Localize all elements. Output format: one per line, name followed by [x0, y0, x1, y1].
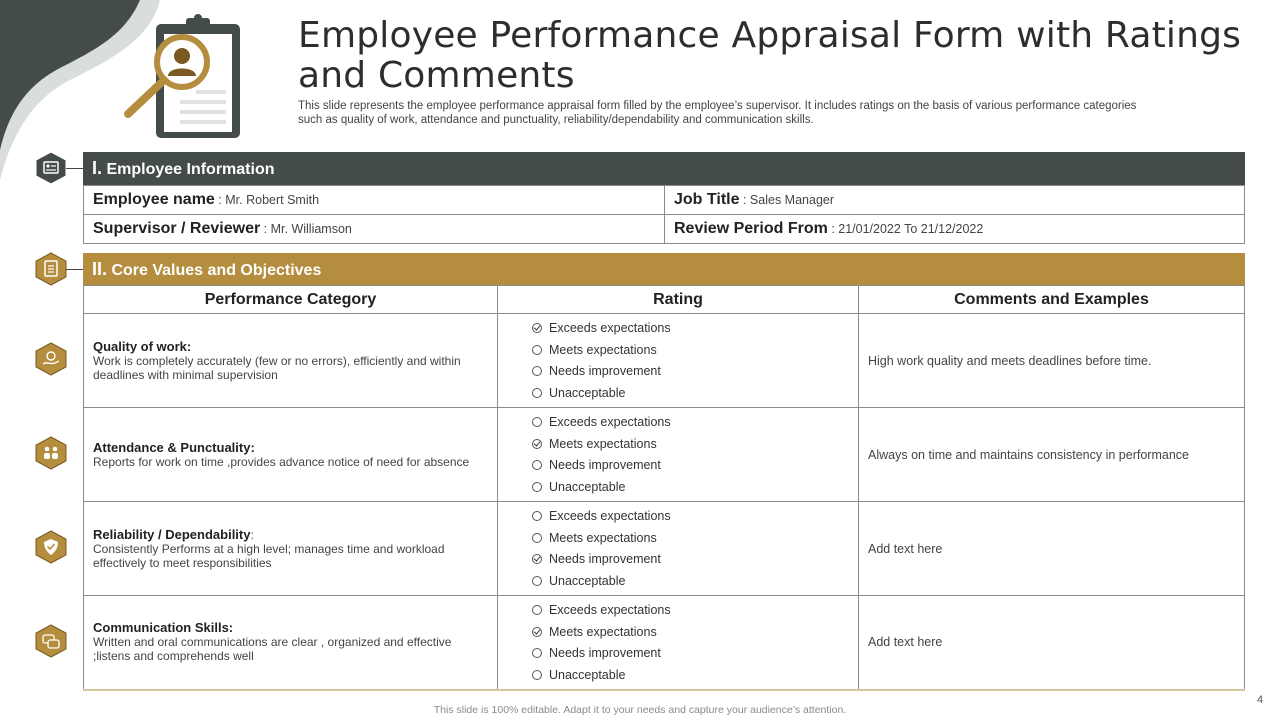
rating-option[interactable]	[532, 318, 858, 340]
supervisor-label: Supervisor / Reviewer	[93, 220, 261, 237]
employee-info-table	[83, 185, 1245, 244]
radio-icon[interactable]	[532, 388, 542, 398]
rating-option[interactable]	[532, 570, 858, 592]
section-employee-information-header	[83, 152, 1245, 185]
rating-option[interactable]	[532, 621, 858, 643]
rating-option[interactable]	[532, 361, 858, 383]
rating-option[interactable]	[532, 433, 858, 455]
connector-line	[66, 269, 83, 270]
checked-radio-icon[interactable]	[532, 439, 542, 449]
rating-option[interactable]	[532, 412, 858, 434]
rating-option-label: Exceeds expectations	[549, 321, 671, 336]
category-title: Quality of work:	[93, 338, 192, 354]
category-cell	[84, 502, 498, 596]
radio-icon[interactable]	[532, 482, 542, 492]
rating-option-label: Meets expectations	[549, 342, 657, 357]
rating-option-label: Needs improvement	[549, 364, 661, 379]
radio-icon[interactable]	[532, 366, 542, 376]
rating-cell	[498, 408, 859, 502]
rating-option[interactable]	[532, 506, 858, 528]
section-number: II.	[92, 259, 108, 279]
rating-cell	[498, 502, 859, 596]
rating-option[interactable]	[532, 642, 858, 664]
rating-cell	[498, 596, 859, 690]
rating-option[interactable]	[532, 599, 858, 621]
column-header: Comments and Examples	[859, 286, 1245, 314]
clipboard-list-icon	[35, 252, 67, 286]
radio-icon[interactable]	[532, 648, 542, 658]
rating-option-label: Unacceptable	[549, 667, 626, 682]
radio-icon[interactable]	[532, 576, 542, 586]
comment-cell: Always on time and maintains consistency in performance	[859, 408, 1245, 502]
comment-cell: Add text here	[859, 502, 1245, 596]
rating-option-label: Needs improvement	[549, 646, 661, 660]
page-subtitle: This slide represents the employee performance appraisal form filled by the employee’s supervisor. It includes ratings on the basis of various performance categories such as quality of work, attendance and punctuality, reliability/dependability and communication skills.	[298, 100, 1137, 126]
radio-icon[interactable]	[532, 605, 542, 615]
team-icon	[35, 436, 67, 470]
column-header: Performance Category	[84, 286, 498, 314]
clipboard-magnifier-icon	[120, 12, 250, 142]
rating-option[interactable]	[532, 664, 858, 686]
radio-icon[interactable]	[532, 511, 542, 521]
id-card-icon	[35, 151, 67, 185]
table-header-row	[84, 286, 1245, 314]
job-title-label: Job Title	[674, 191, 740, 208]
radio-icon[interactable]	[532, 533, 542, 543]
table-row	[84, 408, 1245, 502]
connector-line	[66, 168, 83, 169]
category-title-line	[93, 528, 488, 542]
rating-option[interactable]	[532, 455, 858, 477]
category-cell	[84, 596, 498, 690]
shield-check-icon	[35, 530, 67, 564]
job-title-cell	[665, 186, 1245, 215]
category-description: Written and oral communications are clear , organized and effective ;listens and comprehends well	[93, 635, 452, 664]
radio-icon[interactable]	[532, 417, 542, 427]
comment-cell: Add text here	[859, 596, 1245, 690]
checked-radio-icon[interactable]	[532, 627, 542, 637]
column-header: Rating	[498, 286, 859, 314]
category-cell	[84, 408, 498, 502]
employee-name-cell	[84, 186, 665, 215]
category-title: Reliability / Dependability	[93, 526, 251, 542]
rating-option-label: Meets expectations	[549, 530, 657, 545]
section-core-values-header	[83, 253, 1245, 286]
rating-option-label: Needs improvement	[549, 458, 661, 473]
category-description: Consistently Performs at a high level; manages time and workload effectively to meet responsibilities	[93, 541, 445, 570]
review-period-cell	[665, 215, 1245, 244]
table-row	[84, 186, 1245, 215]
employee-name-value: : Mr. Robert Smith	[218, 193, 320, 207]
rating-option-label: Exceeds expectations	[549, 603, 671, 617]
supervisor-cell	[84, 215, 665, 244]
table-row	[84, 596, 1245, 690]
radio-icon[interactable]	[532, 460, 542, 470]
rating-option-label: Unacceptable	[549, 479, 626, 494]
rating-option-label: Needs improvement	[549, 552, 661, 567]
checked-radio-icon[interactable]	[532, 323, 542, 333]
table-row	[84, 314, 1245, 408]
table-row	[84, 502, 1245, 596]
job-title-value: : Sales Manager	[742, 193, 835, 207]
rating-option-label: Unacceptable	[549, 573, 626, 588]
category-cell	[84, 314, 498, 408]
rating-option[interactable]	[532, 476, 858, 498]
page-title: Employee Performance Appraisal Form with Ratings and Comments	[298, 15, 1242, 96]
category-title: Communication Skills:	[93, 620, 234, 636]
section-number: I.	[92, 158, 103, 178]
quality-hand-icon	[35, 342, 67, 376]
category-description: Reports for work on time ,provides advance notice of need for absence	[93, 454, 470, 469]
rating-cell	[498, 314, 859, 408]
section-title: Core Values and Objectives	[111, 262, 322, 279]
page-number: 4	[1257, 694, 1264, 706]
category-title-suffix: :	[250, 527, 254, 542]
rating-option-label: Exceeds expectations	[549, 415, 671, 430]
section-title: Employee Information	[106, 161, 275, 178]
rating-option-label: Meets expectations	[549, 624, 657, 639]
category-description: Work is completely accurately (few or no errors), efficiently and within deadlines with minimal supervision	[93, 353, 461, 382]
employee-name-label: Employee name	[93, 191, 215, 208]
category-title: Attendance & Punctuality:	[93, 439, 255, 455]
table-row	[84, 215, 1245, 244]
rating-option-label: Meets expectations	[549, 436, 657, 451]
review-period-value: : 21/01/2022 To 21/12/2022	[831, 222, 984, 236]
rating-option[interactable]	[532, 527, 858, 549]
rating-option[interactable]	[532, 549, 858, 571]
checked-radio-icon[interactable]	[532, 554, 542, 564]
core-values-table	[83, 285, 1245, 691]
rating-option-label: Exceeds expectations	[549, 509, 671, 524]
radio-icon[interactable]	[532, 670, 542, 680]
comment-cell: High work quality and meets deadlines before time.	[859, 314, 1245, 408]
supervisor-value: : Mr. Williamson	[263, 222, 352, 236]
review-period-label: Review Period From	[674, 220, 828, 237]
chat-bubbles-icon	[35, 624, 67, 658]
rating-option[interactable]	[532, 382, 858, 404]
rating-option-label: Unacceptable	[549, 385, 626, 400]
footer-note: This slide is 100% editable. Adapt it to your needs and capture your audience’s attention.	[433, 704, 847, 716]
radio-icon[interactable]	[532, 345, 542, 355]
rating-option[interactable]	[532, 339, 858, 361]
